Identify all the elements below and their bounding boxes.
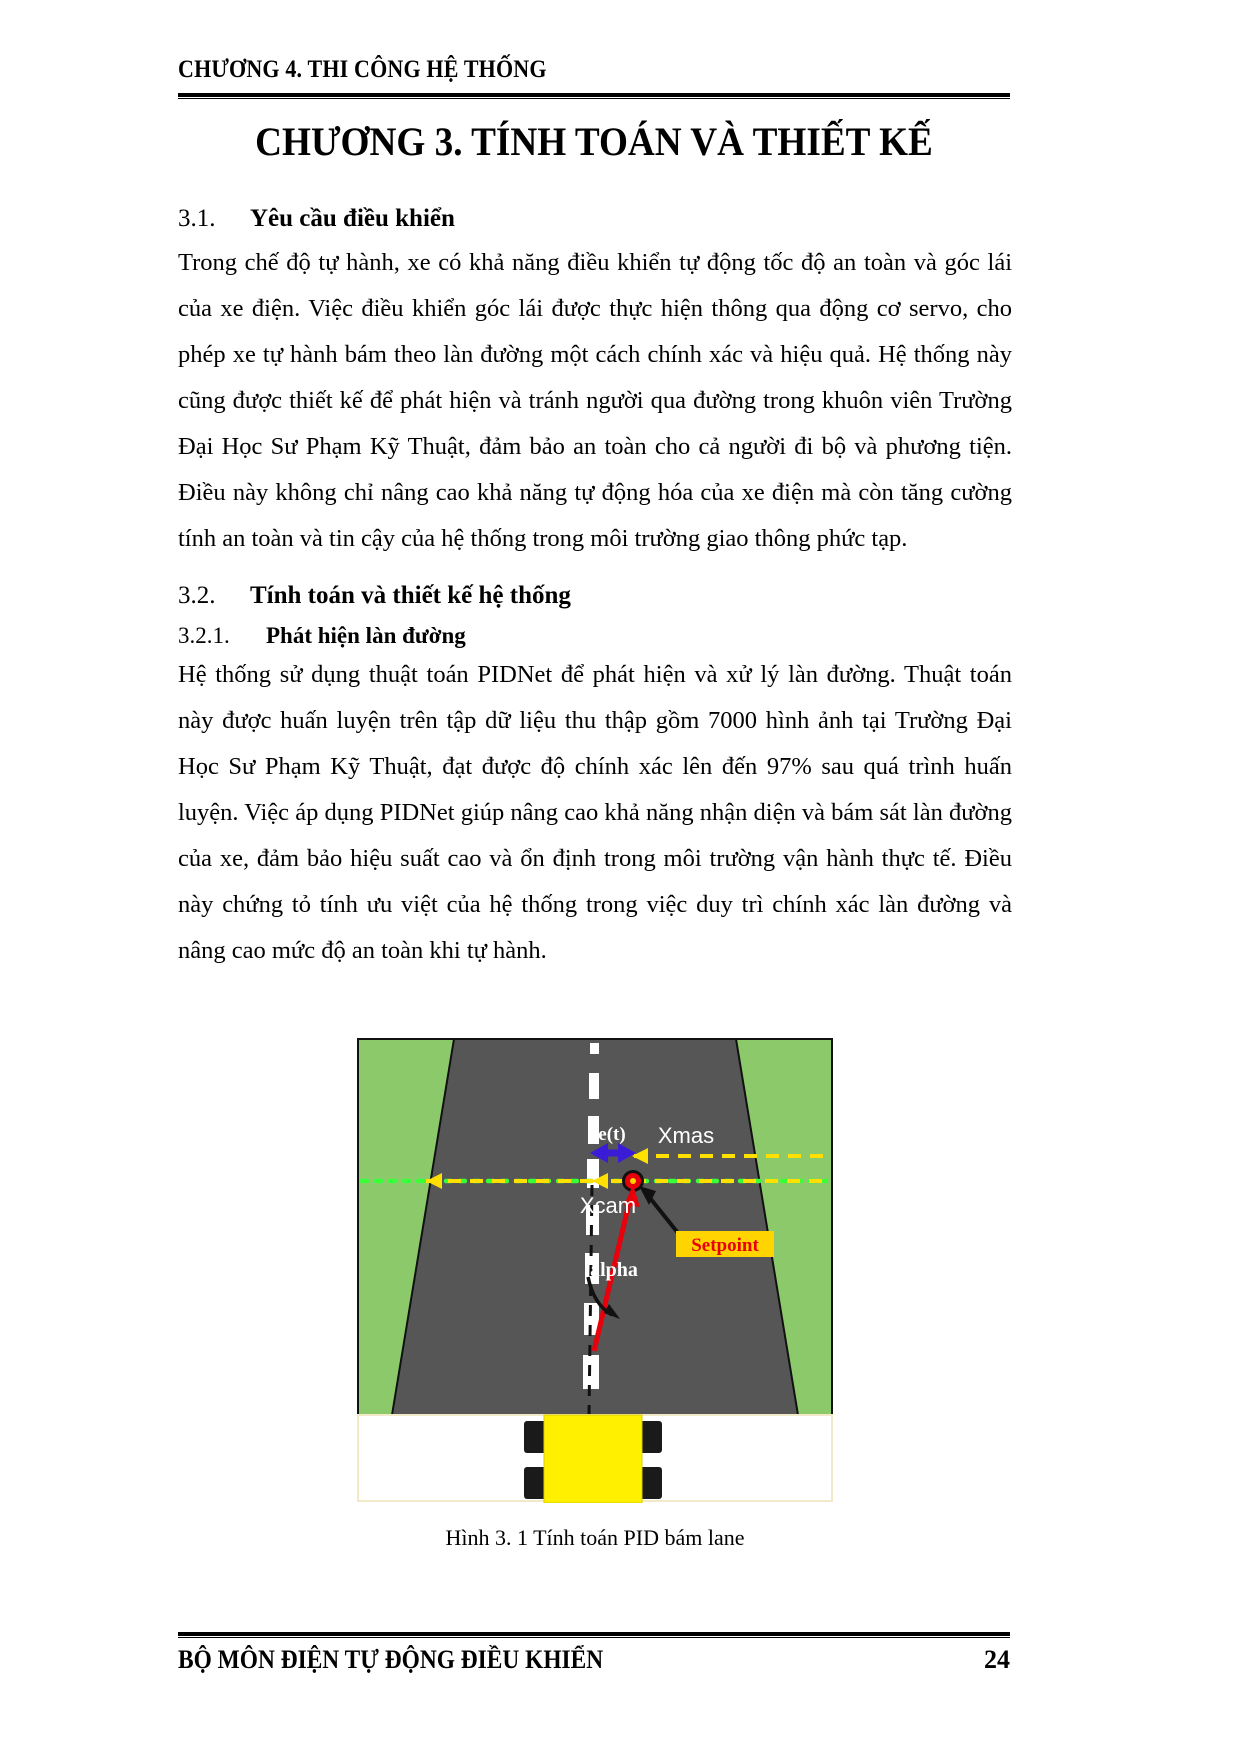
figure-block <box>178 1033 1012 1551</box>
page-footer <box>178 1645 1010 1675</box>
vehicle-body <box>544 1415 642 1503</box>
paragraph-3-1: Trong chế độ tự hành, xe có khả năng điều khiển tự động tốc độ an toàn và góc lái của xe điện. Việc điều khiển góc lái được thực hiện thông qua động cơ servo, cho phép xe tự hành bám theo làn đường một cách chính xác và hiệu quả. Hệ thống này cũng được thiết kế để phát hiện và tránh người qua đường trong khuôn viên Trường Đại Học Sư Phạm Kỹ Thuật, đảm bảo an toàn cho cả người đi bộ và phương tiện. Điều này không chỉ nâng cao khả năng tự động hóa của xe điện mà còn tăng cường tính an toàn và tin cậy của hệ thống trong môi trường giao thông phức tạp. <box>178 249 1012 553</box>
section-heading-3-2 <box>178 580 1012 611</box>
label-error: e(t) <box>598 1124 626 1145</box>
section-heading-3-1 <box>178 203 1012 234</box>
figure-image-pid-lane <box>356 1033 834 1503</box>
footer-department-name: BỘ MÔN ĐIỆN TỰ ĐỘNG ĐIỀU KHIỂN <box>178 1645 604 1674</box>
vehicle-top-view <box>524 1415 662 1503</box>
section-heading-3-2-1 <box>178 622 1012 651</box>
setpoint-badge <box>676 1231 774 1257</box>
footer-divider-rule <box>178 1632 1010 1638</box>
page-title: CHƯƠNG 3. TÍNH TOÁN VÀ THIẾT KẾ <box>255 119 933 164</box>
section-title-3-2-1: Phát hiện làn đường <box>266 622 466 648</box>
label-xcam: Xcam <box>579 1193 637 1218</box>
paragraph-3-2-1: Hệ thống sử dụng thuật toán PIDNet để phát hiện và xử lý làn đường. Thuật toán này được huấn luyện trên tập dữ liệu thu thập gồm 7000 hình ảnh tại Trường Đại Học Sư Phạm Kỹ Thuật, đạt được độ chính xác lên đến 97% sau quá trình huấn luyện. Việc áp dụng PIDNet giúp nâng cao khả năng nhận diện và bám sát làn đường của xe, đảm bảo hiệu suất cao và ổn định trong môi trường vận hành thực tế. Điều này chứng tỏ tính ưu việt của hệ thống trong việc duy trì chính xác làn đường và nâng cao mức độ an toàn khi tự hành. <box>178 661 1012 965</box>
label-xmas: Xmas <box>657 1123 715 1148</box>
running-header-text: CHƯƠNG 4. THI CÔNG HỆ THỐNG <box>178 56 547 83</box>
header-divider-rule <box>178 93 1010 99</box>
section-number-3-2: 3.2. <box>178 582 216 610</box>
figure-caption: Hình 3. 1 Tính toán PID bám lane <box>445 1525 745 1550</box>
section-number-3-2-1: 3.2.1. <box>178 622 230 648</box>
section-title-3-2: Tính toán và thiết kế hệ thống <box>250 582 571 610</box>
section-title-3-1: Yêu cầu điều khiển <box>250 205 455 232</box>
pid-lane-diagram <box>356 1033 834 1503</box>
section-number-3-1: 3.1. <box>178 205 216 232</box>
setpoint-badge-label: Setpoint <box>691 1235 759 1256</box>
footer-page-number: 24 <box>984 1645 1010 1674</box>
label-alpha: alpha <box>590 1259 638 1281</box>
document-body <box>178 185 1012 978</box>
running-header <box>178 56 1010 84</box>
